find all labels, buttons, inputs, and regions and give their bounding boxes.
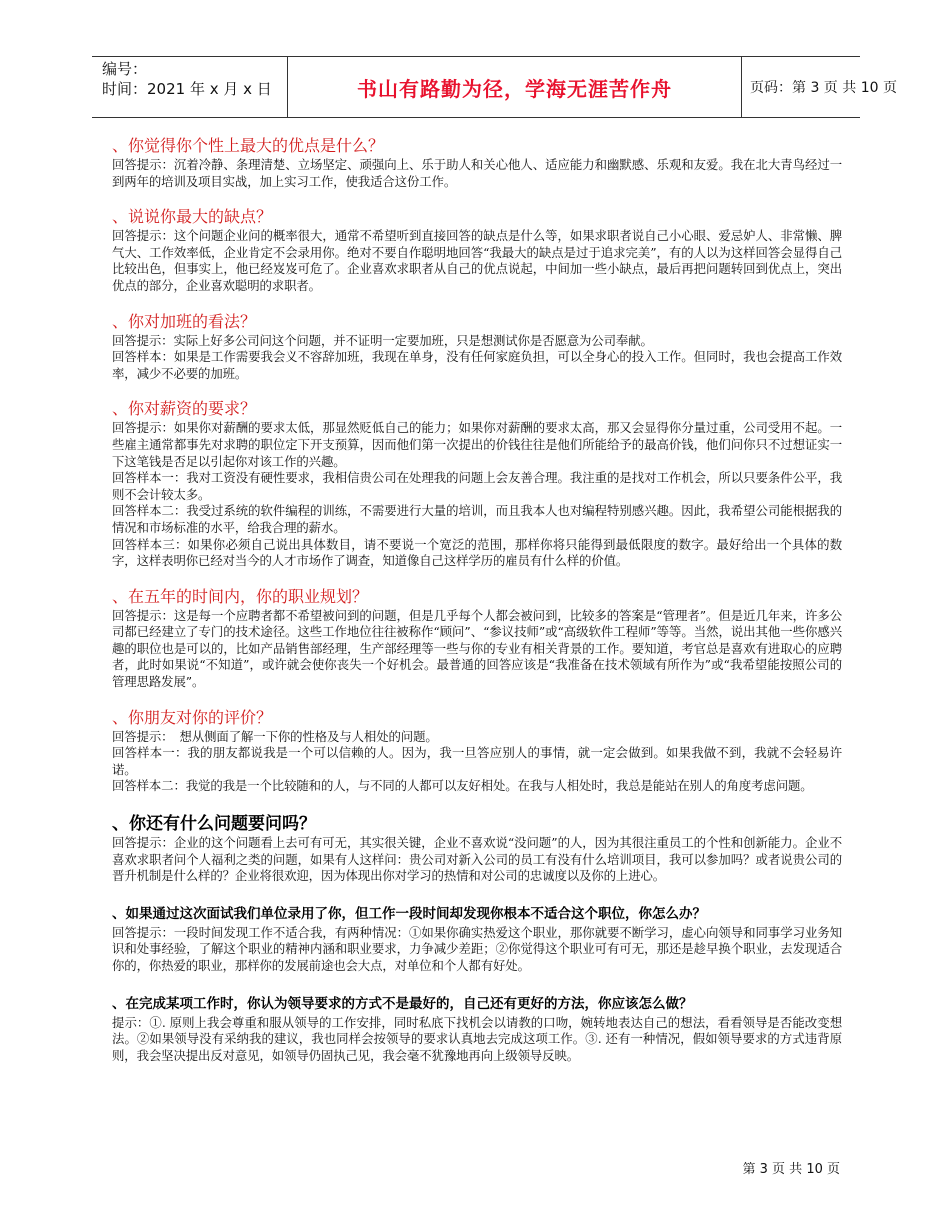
section-better-method [112,993,842,1065]
section-paragraph: 回答提示：如果你对薪酬的要求太低，那显然贬低自己的能力；如果你对薪酬的要求太高，那又会显得你分量过重，公司受用不起。一些雇主通常都事先对求聘的职位定下开支预算，因而他们第一次提出的价钱往往是他们所能给予的最高价钱，他们问你只不过想证实一下这笔钱是否足以引起你对该工作的兴趣。 [112,420,842,469]
section-title: 、你朋友对你的评价？ [112,707,273,727]
time-label: 时间：2021 年 x 月 x 日 [102,80,272,98]
section-weaknesses [112,206,842,294]
document-body [112,135,842,1064]
footer-page-number: 第 3 页 共 10 页 [742,1162,840,1177]
section-any-questions [112,813,842,885]
section-title: 、你觉得你个性上最大的优点是什么？ [112,136,385,155]
section-paragraph: 回答样本：如果是工作需要我会义不容辞加班，我现在单身，没有任何家庭负担，可以全身心的投入工作。但同时，我也会提高工作效率，减少不必要的加班。 [112,349,842,381]
section-title: 、你对薪资的要求？ [112,399,257,419]
section-paragraph: 提示：①. 原则上我会尊重和服从领导的工作安排，同时私底下找机会以请教的口吻，婉转地表达自己的想法，看看领导是否能改变想法。②如果领导没有采纳我的建议，我也同样会按领导的要求认真地去完成这项工作。③. 还有一种情况，假如领导要求的方式违背原则，我会坚决提出反对意见，如领导仍固执己见，我会毫不犹豫地再向上级领导反映。 [112,1014,842,1063]
section-salary [112,398,842,569]
section-paragraph: 回答样本一：我的朋友都说我是一个可以信赖的人。因为，我一旦答应别人的事情，就一定会做到。如果我做不到，我就不会轻易许诺。 [112,745,842,777]
section-paragraph: 回答提示： 想从侧面了解一下你的性格及与人相处的问题。 [112,728,438,744]
section-title: 、你对加班的看法？ [112,311,257,331]
header-motto: 书山有路勤为径，学海无涯苦作舟 [357,76,672,101]
section-title: 、如果通过这次面试我们单位录用了你，但工作一段时间却发现你根本不适合这个职位，你怎么办？ [112,905,706,922]
document-header [92,56,897,118]
header-motto-cell [287,57,742,117]
section-paragraph: 回答提示：沉着冷静、条理清楚、立场坚定、顽强向上、乐于助人和关心他人、适应能力和幽默感、乐观和友爱。我在北大青鸟经过一到两年的培训及项目实战，加上实习工作，使我适合这份工作。 [112,157,842,189]
section-title: 、在五年的时间内，你的职业规划？ [112,586,369,606]
section-paragraph: 回答样本一：我对工资没有硬性要求，我相信贵公司在处理我的问题上会友善合理。我注重的是找对工作机会，所以只要条件公平，我则不会计较太多。 [112,470,842,502]
section-strengths [112,135,842,190]
header-page-number: 页码：第 3 页 共 10 页 [750,80,897,96]
section-overtime [112,311,842,383]
header-meta-cell [92,57,287,117]
section-title: 、说说你最大的缺点？ [112,207,273,227]
section-title: 、在完成某项工作时，你认为领导要求的方式不是最好的，自己还有更好的方法，你应该怎么做？ [112,995,693,1012]
section-paragraph: 回答样本二：我觉的我是一个比较随和的人，与不同的人都可以友好相处。在我与人相处时，我总是能站在别人的角度考虑问题。 [112,778,813,794]
section-career-plan [112,586,842,691]
header-page-cell [742,57,897,117]
section-friends-opinion [112,707,842,795]
section-title: 、你还有什么问题要问吗？ [112,814,316,835]
section-paragraph: 回答样本三：如果你必须自己说出具体数目，请不要说一个宽泛的范围，那样你将只能得到最低限度的数字。最好给出一个具体的数字，这样表明你已经对当今的人才市场作了调查，知道像自己这样学历的雇员有什么样的价值。 [112,536,842,569]
serial-label: 编号： [102,60,148,78]
section-paragraph: 回答提示：这个问题企业问的概率很大，通常不希望听到直接回答的缺点是什么等，如果求职者说自己小心眼、爱忌妒人、非常懒、脾气大、工作效率低，企业肯定不会录用你。绝对不要自作聪明地回答“我最大的缺点是过于追求完美”，有的人以为这样回答会显得自己比较出色，但事实上，他已经岌岌可危了。企业喜欢求职者从自己的优点说起，中间加一些小缺点，最后再把问题转回到优点上，突出优点的部分，企业喜欢聪明的求职者。 [112,228,842,293]
section-paragraph: 回答提示：这是每一个应聘者都不希望被问到的问题，但是几乎每个人都会被问到，比较多的答案是“管理者”。但是近几年来，许多公司都已经建立了专门的技术途径。这些工作地位往往被称作“顾问”、“参议技师”或“高级软件工程师”等等。当然，说出其他一些你感兴趣的职位也是可以的，比如产品销售部经理，生产部经理等一些与你的专业有相关背景的工作。要知道，考官总是喜欢有进取心的应聘者，此时如果说“不知道”，或许就会使你丧失一个好机会。最普通的回答应该是“我准备在技术领域有所作为”或“我希望能按照公司的管理思路发展”。 [112,607,842,690]
section-paragraph: 回答提示：企业的这个问题看上去可有可无，其实很关键，企业不喜欢说“没问题”的人，因为其很注重员工的个性和创新能力。企业不喜欢求职者问个人福利之类的问题，如果有人这样问：贵公司对新入公司的员工有没有什么培训项目，我可以参加吗？或者说贵公司的晋升机制是什么样的？企业将很欢迎，因为体现出你对学习的热情和对公司的忠诚度以及你的上进心。 [112,835,842,884]
section-paragraph: 回答样本二：我受过系统的软件编程的训练，不需要进行大量的培训，而且我本人也对编程特别感兴趣。因此，我希望公司能根据我的情况和市场标准的水平，给我合理的薪水。 [112,503,842,535]
section-not-suitable [112,903,842,975]
section-paragraph: 回答提示：一段时间发现工作不适合我，有两种情况：①如果你确实热爱这个职业，那你就要不断学习，虚心向领导和同事学习业务知识和处事经验，了解这个职业的精神内涵和职业要求，力争减少差距；②你觉得这个职业可有可无，那还是趁早换个职业，去发现适合你的，你热爱的职业，那样你的发展前途也会大点，对单位和个人都有好处。 [112,924,842,973]
section-paragraph: 回答提示：实际上好多公司问这个问题，并不证明一定要加班，只是想测试你是否愿意为公司奉献。 [112,332,653,348]
